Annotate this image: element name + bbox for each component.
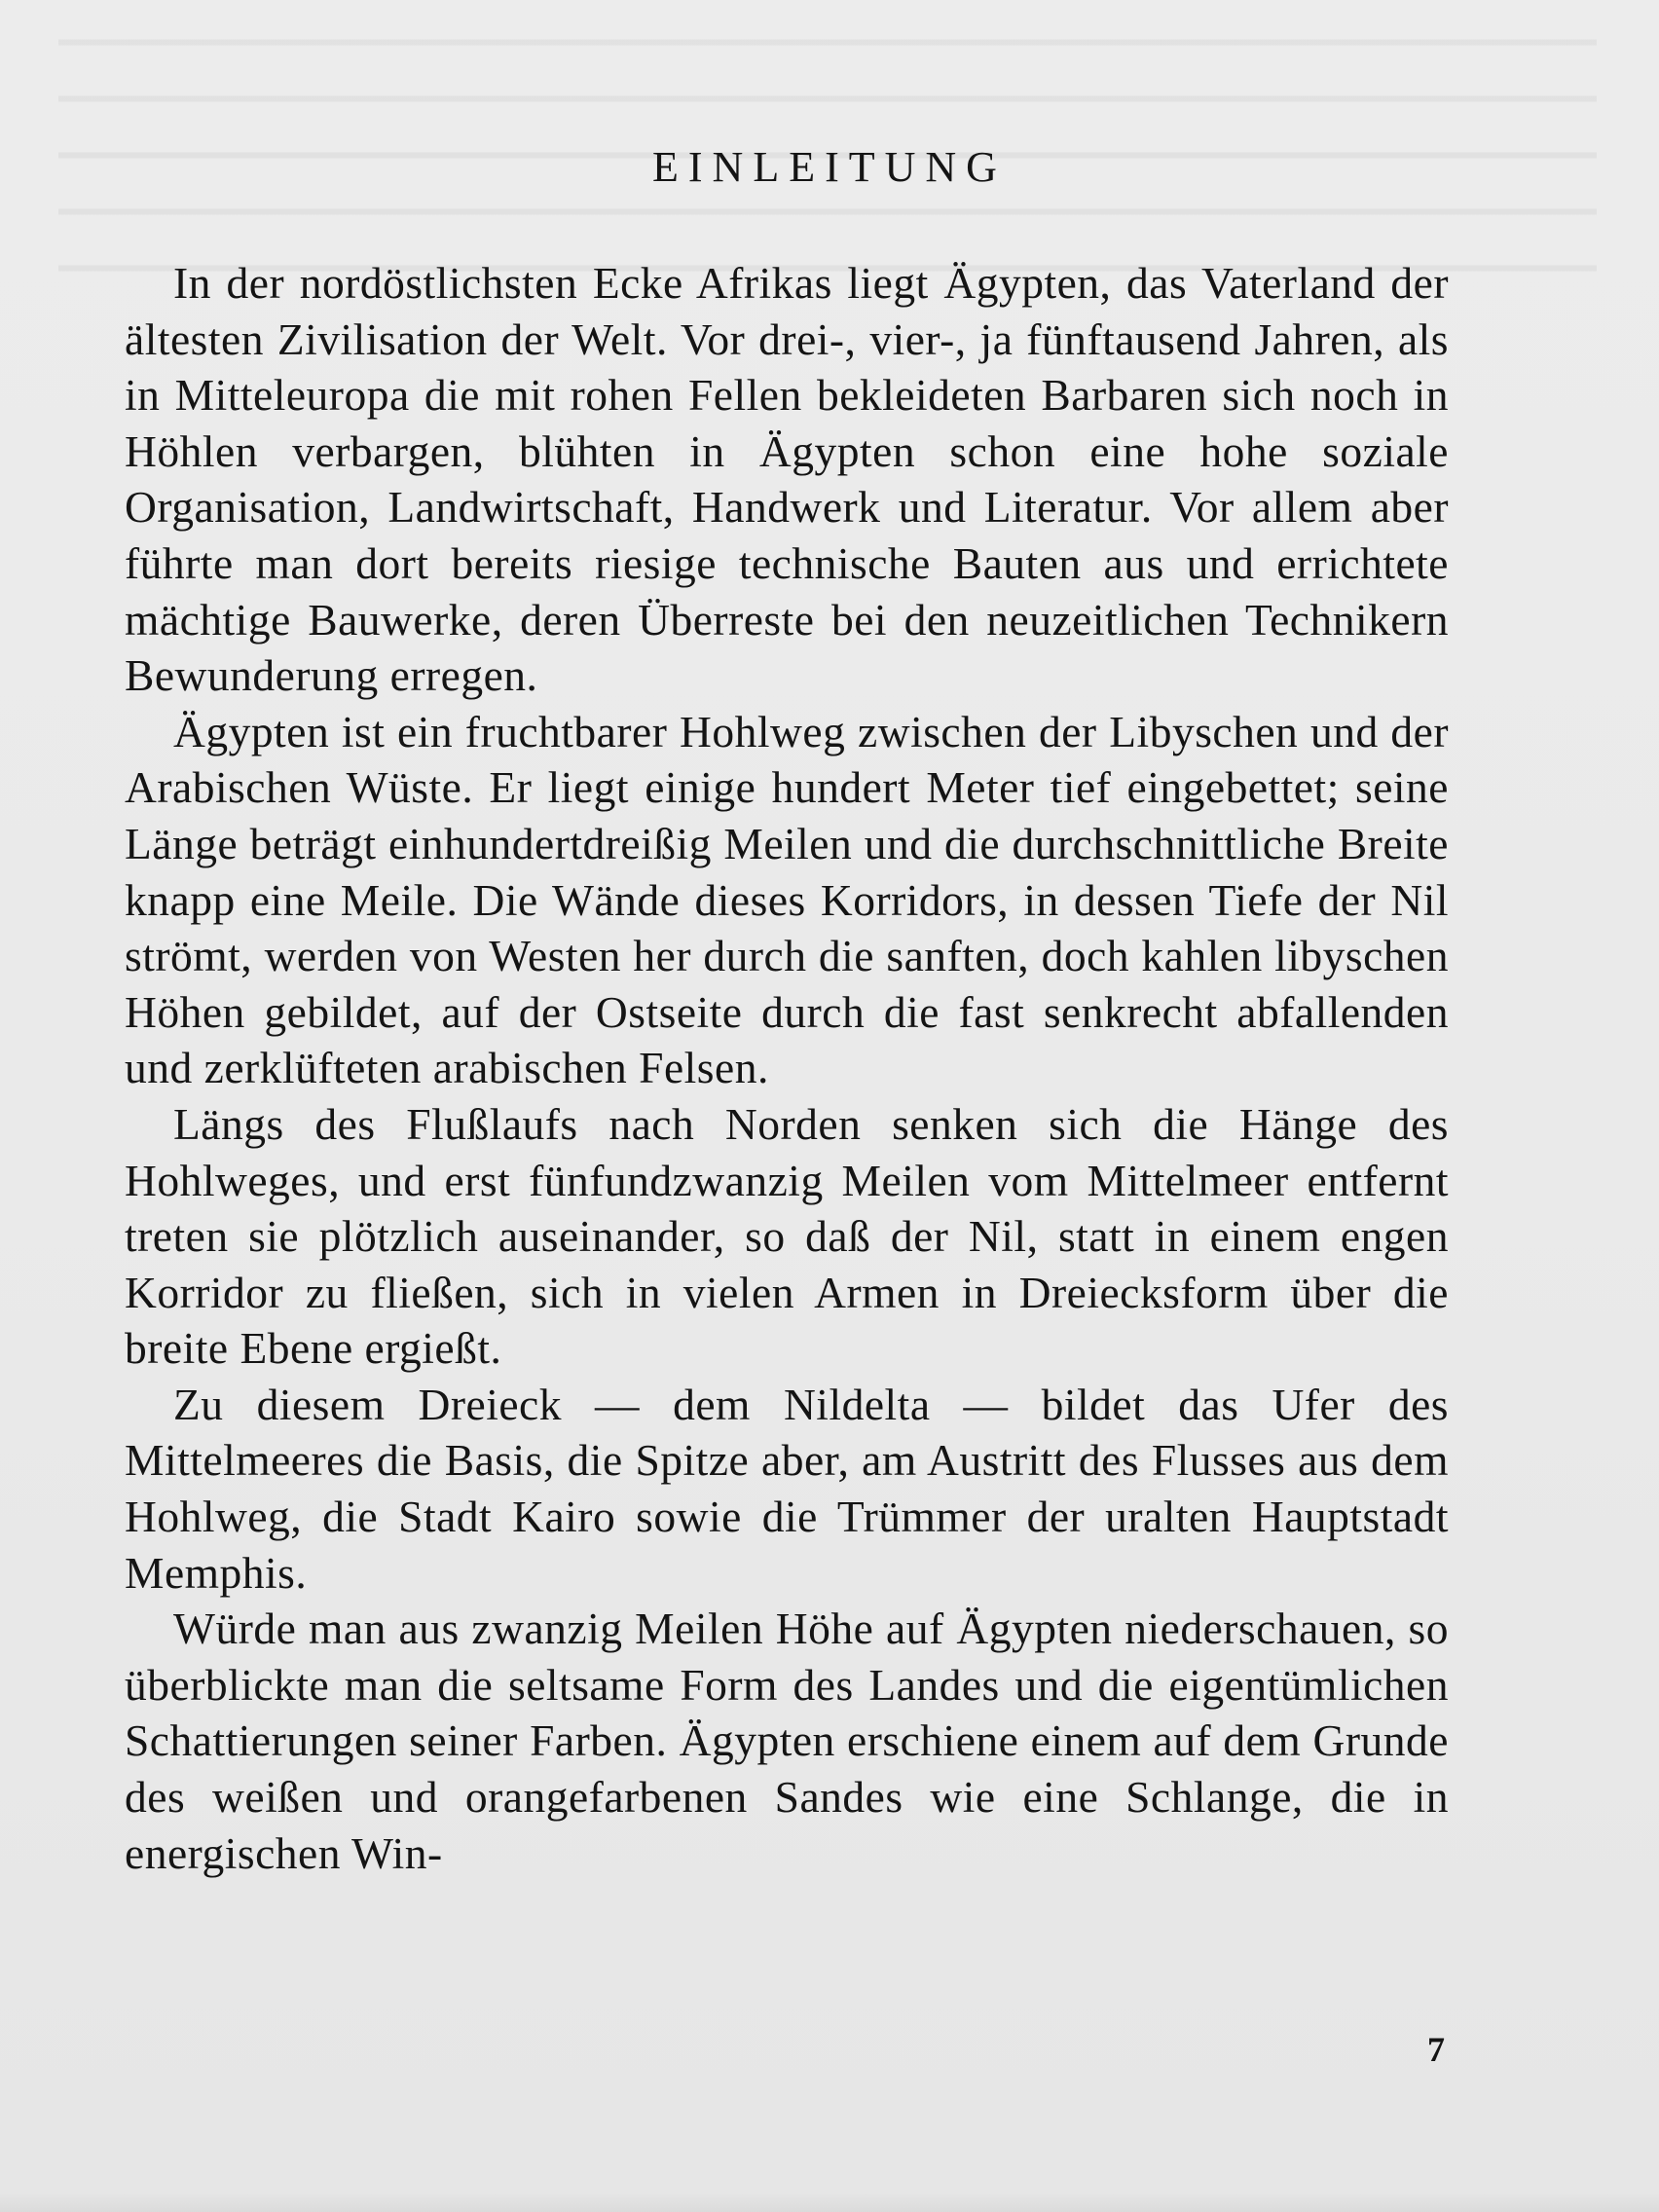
body-text xyxy=(125,255,1449,1881)
paragraph-5: Würde man aus zwanzig Meilen Höhe auf Ägypten niederschauen, so überblickte man die seltsame Form des Landes und die eigentümlichen Schattierungen seiner Farben. Ägypten erschiene einem auf dem Grunde des weißen und orangefarbenen Sandes wie eine Schlange, die in energischen Win- xyxy=(125,1604,1449,1878)
page-edge-shadow xyxy=(0,2193,1659,2212)
paragraph-1: In der nordöstlichsten Ecke Afrikas liegt Ägypten, das Vaterland der ältesten Zivilisation der Welt. Vor drei-, vier-, ja fünftausend Jahren, als in Mitteleuropa die mit rohen Fellen bekleideten Barbaren sich noch in Höhlen verbargen, blühten in Ägypten schon eine hohe soziale Organisation, Landwirtschaft, Handwerk und Literatur. Vor allem aber führte man dort bereits riesige technische Bauten aus und errichtete mächtige Bauwerke, deren Überreste bei den neuzeitlichen Technikern Bewunderung erregen. xyxy=(125,258,1449,701)
paragraph-2: Ägypten ist ein fruchtbarer Hohlweg zwischen der Libyschen und der Arabischen Wüste. Er liegt einige hundert Meter tief eingebettet; seine Länge beträgt einhundertdreißig Meilen und die durchschnittliche Breite knapp eine Meile. Die Wände dieses Korridors, in dessen Tiefe der Nil strömt, werden von Westen her durch die sanften, doch kahlen libyschen Höhen gebildet, auf der Ostseite durch die fast senkrecht abfallenden und zerklüfteten arabischen Felsen. xyxy=(125,706,1449,1093)
page-number: 7 xyxy=(1427,2030,1445,2069)
paragraph-3: Längs des Flußlaufs nach Norden senken sich die Hänge des Hohlweges, und erst fünfundzwanzig Meilen vom Mittelmeer entfernt treten sie plötzlich auseinander, so daß der Nil, statt in einem engen Korridor zu fließen, sich in vielen Armen in Dreiecksform über die breite Ebene ergießt. xyxy=(125,1098,1449,1374)
paragraph-4: Zu diesem Dreieck — dem Nildelta — bildet das Ufer des Mittelmeeres die Basis, die Spitze aber, am Austritt des Flusses aus dem Hohlweg, die Stadt Kairo sowie die Trümmer der uralten Hauptstadt Memphis. xyxy=(125,1379,1449,1598)
chapter-title: EINLEITUNG xyxy=(652,143,1007,191)
